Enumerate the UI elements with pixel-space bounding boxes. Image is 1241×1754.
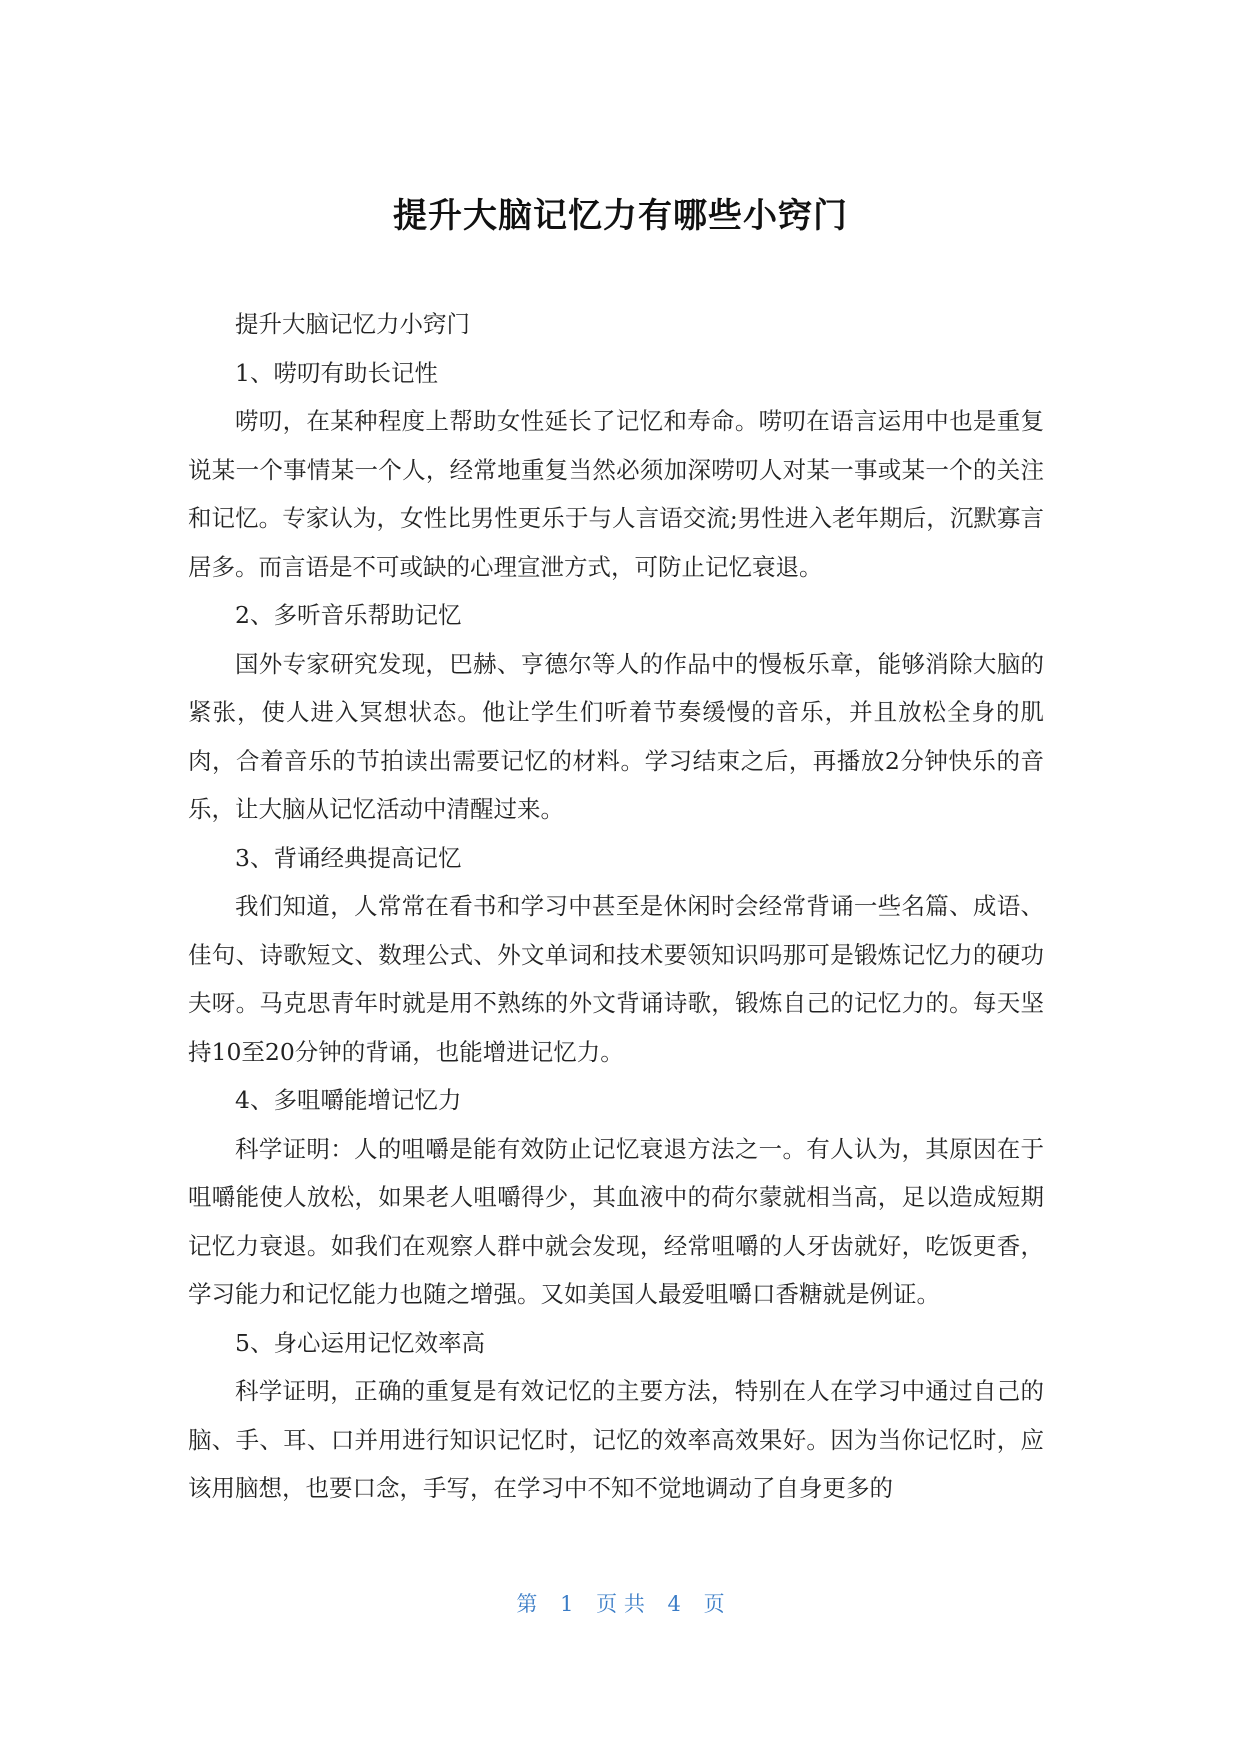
section-heading-1: 1、唠叨有助长记性 bbox=[235, 358, 438, 387]
paragraph-section-4: 科学证明：人的咀嚼是能有效防止记忆衰退方法之一。有人认为，其原因在于咀嚼能使人放松，如果老人咀嚼得少，其血液中的荷尔蒙就相当高，足以造成短期记忆力衰退。如我们在观察人群中就会发现，经常咀嚼的人牙齿就好，吃饭更香，学习能力和记忆能力也随之增强。又如美国人最爱咀嚼口香糖就是例证。 bbox=[188, 1134, 1044, 1308]
section-heading-4: 4、多咀嚼能增记忆力 bbox=[235, 1086, 462, 1114]
paragraph-section-5: 科学证明，正确的重复是有效记忆的主要方法，特别在人在学习中通过自己的脑、手、耳、口并用进行知识记忆时，记忆的效率高效果好。因为当你记忆时，应该用脑想，也要口念，手写，在学习中不知不觉地调动了自身更多的 bbox=[188, 1377, 1044, 1502]
footer-page-end-word: 页 bbox=[703, 1592, 725, 1616]
section-heading-2: 2、多听音乐帮助记忆 bbox=[235, 601, 462, 629]
footer-page-total-word: 页 共 bbox=[596, 1592, 645, 1616]
paragraph-section-1: 唠叨，在某种程度上帮助女性延长了记忆和寿命。唠叨在语言运用中也是重复说某一个事情某一个人，经常地重复当然必须加深唠叨人对某一事或某一个的关注和记忆。专家认为，女性比男性更乐于与人言语交流;男性进入老年期后，沉默寡言居多。而言语是不可或缺的心理宣泄方式，可防止记忆衰退。 bbox=[188, 407, 1044, 581]
footer-page-word: 第 bbox=[516, 1592, 538, 1616]
footer-current-page: 1 bbox=[560, 1592, 574, 1616]
paragraph-intro-heading: 提升大脑记忆力小窍门 bbox=[235, 310, 470, 338]
page-footer bbox=[0, 1588, 1241, 1618]
paragraph-section-3: 我们知道，人常常在看书和学习中甚至是休闲时会经常背诵一些名篇、成语、佳句、诗歌短文、数理公式、外文单词和技术要领知识吗那可是锻炼记忆力的硬功夫呀。马克思青年时就是用不熟练的外文背诵诗歌，锻炼自己的记忆力的。每天坚持10至20分钟的背诵，也能增进记忆力。 bbox=[188, 892, 1044, 1066]
document-title: 提升大脑记忆力有哪些小窍门 bbox=[393, 196, 848, 236]
document-body bbox=[188, 300, 1044, 1513]
paragraph-section-2: 国外专家研究发现，巴赫、亨德尔等人的作品中的慢板乐章，能够消除大脑的紧张，使人进入冥想状态。他让学生们听着节奏缓慢的音乐，并且放松全身的肌肉，合着音乐的节拍读出需要记忆的材料。学习结束之后，再播放2分钟快乐的音乐，让大脑从记忆活动中清醒过来。 bbox=[188, 649, 1044, 823]
section-heading-5: 5、身心运用记忆效率高 bbox=[235, 1328, 485, 1357]
section-heading-3: 3、背诵经典提高记忆 bbox=[235, 843, 462, 872]
footer-total-pages: 4 bbox=[667, 1592, 681, 1616]
